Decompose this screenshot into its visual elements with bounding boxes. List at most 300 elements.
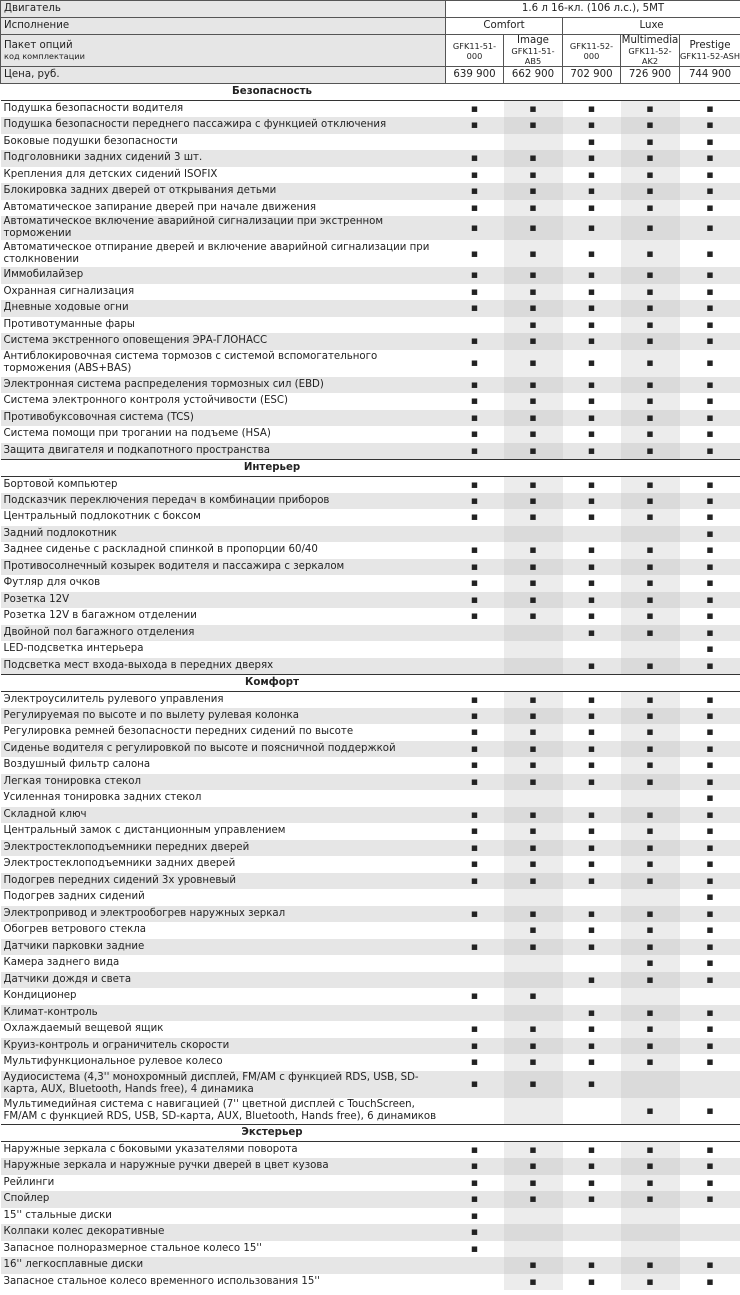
table-row — [1, 350, 740, 377]
included-mark: ▪ — [563, 592, 621, 609]
table-row — [1, 641, 740, 658]
included-mark: ▪ — [680, 708, 740, 725]
feature-label: Система помощи при трогании на подъеме (HSA) — [1, 426, 446, 443]
empty-cell — [563, 889, 621, 906]
included-mark: ▪ — [563, 823, 621, 840]
empty-cell — [563, 790, 621, 807]
section-title: Комфорт — [1, 674, 740, 691]
included-mark: ▪ — [563, 1142, 621, 1159]
feature-label: Автоматическое отпирание дверей и включение аварийной сигнализации при столкновении — [1, 240, 446, 267]
included-mark: ▪ — [563, 183, 621, 200]
included-mark: ▪ — [446, 1191, 504, 1208]
table-row — [1, 300, 740, 317]
included-mark: ▪ — [446, 939, 504, 956]
included-mark: ▪ — [621, 267, 680, 284]
engine-value: 1.6 л 16-кл. (106 л.с.), 5МТ — [446, 1, 740, 18]
included-mark: ▪ — [621, 592, 680, 609]
included-mark: ▪ — [563, 134, 621, 151]
feature-label: Датчики парковки задние — [1, 939, 446, 956]
included-mark: ▪ — [680, 1158, 740, 1175]
table-row — [1, 1098, 740, 1125]
feature-label: Подогрев передних сидений 3х уровневый — [1, 873, 446, 890]
included-mark: ▪ — [680, 823, 740, 840]
included-mark: ▪ — [621, 757, 680, 774]
included-mark: ▪ — [504, 317, 563, 334]
included-mark: ▪ — [563, 300, 621, 317]
empty-cell — [446, 1257, 504, 1274]
feature-label: Боковые подушки безопасности — [1, 134, 446, 151]
feature-label: Воздушный фильтр салона — [1, 757, 446, 774]
included-mark: ▪ — [621, 972, 680, 989]
price-label: Цена, руб. — [1, 67, 446, 84]
included-mark: ▪ — [563, 939, 621, 956]
feature-label: Обогрев ветрового стекла — [1, 922, 446, 939]
empty-cell — [446, 1098, 504, 1125]
included-mark: ▪ — [446, 333, 504, 350]
package-col-2 — [504, 35, 563, 67]
included-mark: ▪ — [446, 1021, 504, 1038]
included-mark: ▪ — [680, 443, 740, 460]
table-row — [1, 873, 740, 890]
table-row — [1, 625, 740, 642]
empty-cell — [563, 1098, 621, 1125]
included-mark: ▪ — [680, 774, 740, 791]
included-mark: ▪ — [446, 426, 504, 443]
included-mark: ▪ — [621, 240, 680, 267]
included-mark: ▪ — [680, 856, 740, 873]
included-mark: ▪ — [680, 134, 740, 151]
table-row — [1, 807, 740, 824]
empty-cell — [563, 1241, 621, 1258]
feature-label: Футляр для очков — [1, 575, 446, 592]
included-mark: ▪ — [621, 117, 680, 134]
included-mark: ▪ — [446, 575, 504, 592]
included-mark: ▪ — [621, 922, 680, 939]
included-mark: ▪ — [504, 1257, 563, 1274]
included-mark: ▪ — [680, 1054, 740, 1071]
included-mark: ▪ — [446, 267, 504, 284]
included-mark: ▪ — [563, 559, 621, 576]
empty-cell — [563, 955, 621, 972]
table-row — [1, 1158, 740, 1175]
included-mark: ▪ — [621, 1191, 680, 1208]
included-mark: ▪ — [446, 200, 504, 217]
package-name: Image — [517, 35, 549, 46]
empty-cell — [446, 922, 504, 939]
included-mark: ▪ — [621, 1038, 680, 1055]
included-mark: ▪ — [563, 691, 621, 708]
included-mark: ▪ — [446, 240, 504, 267]
included-mark: ▪ — [680, 641, 740, 658]
included-mark: ▪ — [446, 988, 504, 1005]
feature-label: Бортовой компьютер — [1, 476, 446, 493]
feature-label: Охлаждаемый вещевой ящик — [1, 1021, 446, 1038]
included-mark: ▪ — [563, 101, 621, 118]
included-mark: ▪ — [504, 1071, 563, 1098]
included-mark: ▪ — [446, 150, 504, 167]
package-sublabel: код комплектации — [4, 51, 85, 61]
included-mark: ▪ — [680, 167, 740, 184]
included-mark: ▪ — [504, 333, 563, 350]
included-mark: ▪ — [621, 955, 680, 972]
table-row — [1, 443, 740, 460]
included-mark: ▪ — [563, 1054, 621, 1071]
table-row — [1, 476, 740, 493]
included-mark: ▪ — [621, 575, 680, 592]
included-mark: ▪ — [563, 410, 621, 427]
included-mark: ▪ — [563, 658, 621, 675]
feature-label: Рейлинги — [1, 1175, 446, 1192]
empty-cell — [446, 955, 504, 972]
feature-label: Электропривод и электрообогрев наружных зеркал — [1, 906, 446, 923]
included-mark: ▪ — [680, 1274, 740, 1291]
included-mark: ▪ — [680, 393, 740, 410]
package-name: Multimedia — [621, 35, 679, 46]
table-row — [1, 741, 740, 758]
table-row — [1, 150, 740, 167]
included-mark: ▪ — [563, 856, 621, 873]
included-mark: ▪ — [504, 906, 563, 923]
feature-label: Кондиционер — [1, 988, 446, 1005]
included-mark: ▪ — [563, 117, 621, 134]
included-mark: ▪ — [621, 1175, 680, 1192]
included-mark: ▪ — [621, 410, 680, 427]
included-mark: ▪ — [621, 906, 680, 923]
included-mark: ▪ — [680, 922, 740, 939]
section-header — [1, 459, 740, 476]
table-row — [1, 167, 740, 184]
included-mark: ▪ — [621, 1274, 680, 1291]
section-title: Интерьер — [1, 459, 740, 476]
included-mark: ▪ — [563, 1021, 621, 1038]
included-mark: ▪ — [680, 658, 740, 675]
included-mark: ▪ — [621, 333, 680, 350]
version-row — [1, 18, 740, 35]
included-mark: ▪ — [680, 476, 740, 493]
included-mark: ▪ — [504, 509, 563, 526]
included-mark: ▪ — [446, 1158, 504, 1175]
table-row — [1, 240, 740, 267]
included-mark: ▪ — [504, 873, 563, 890]
table-row — [1, 393, 740, 410]
included-mark: ▪ — [446, 807, 504, 824]
table-row — [1, 988, 740, 1005]
included-mark: ▪ — [504, 426, 563, 443]
included-mark: ▪ — [504, 774, 563, 791]
included-mark: ▪ — [680, 724, 740, 741]
empty-cell — [621, 1208, 680, 1225]
feature-label: Аудиосистема (4,3'' монохромный дисплей, FM/AM с функцией RDS, USB, SD-карта, AUX, Bluetooth, Hands free), 4 динамика — [1, 1071, 446, 1098]
table-row — [1, 183, 740, 200]
included-mark: ▪ — [621, 559, 680, 576]
included-mark: ▪ — [563, 1257, 621, 1274]
feature-label: 16'' легкосплавные диски — [1, 1257, 446, 1274]
included-mark: ▪ — [621, 1158, 680, 1175]
included-mark: ▪ — [621, 150, 680, 167]
empty-cell — [446, 972, 504, 989]
section-header — [1, 674, 740, 691]
included-mark: ▪ — [680, 559, 740, 576]
included-mark: ▪ — [680, 410, 740, 427]
included-mark: ▪ — [621, 658, 680, 675]
table-row — [1, 1257, 740, 1274]
included-mark: ▪ — [504, 575, 563, 592]
feature-label: Подушка безопасности переднего пассажира с функцией отключения — [1, 117, 446, 134]
included-mark: ▪ — [680, 183, 740, 200]
included-mark: ▪ — [563, 284, 621, 301]
included-mark: ▪ — [563, 493, 621, 510]
table-row — [1, 939, 740, 956]
included-mark: ▪ — [504, 988, 563, 1005]
feature-label: 15'' стальные диски — [1, 1208, 446, 1225]
included-mark: ▪ — [680, 300, 740, 317]
table-row — [1, 101, 740, 118]
empty-cell — [446, 1005, 504, 1022]
section-header — [1, 84, 740, 101]
included-mark: ▪ — [504, 476, 563, 493]
included-mark: ▪ — [680, 1038, 740, 1055]
included-mark: ▪ — [504, 1158, 563, 1175]
included-mark: ▪ — [446, 393, 504, 410]
included-mark: ▪ — [621, 426, 680, 443]
version-comfort: Comfort — [446, 18, 563, 35]
included-mark: ▪ — [563, 393, 621, 410]
table-row — [1, 200, 740, 217]
included-mark: ▪ — [621, 608, 680, 625]
table-row — [1, 1208, 740, 1225]
table-row — [1, 117, 740, 134]
included-mark: ▪ — [680, 317, 740, 334]
included-mark: ▪ — [446, 377, 504, 394]
table-row — [1, 1224, 740, 1241]
table-row — [1, 790, 740, 807]
feature-label: Защита двигателя и подкапотного пространства — [1, 443, 446, 460]
included-mark: ▪ — [563, 150, 621, 167]
included-mark: ▪ — [504, 200, 563, 217]
package-code: GFK11-52-AK2 — [628, 46, 672, 66]
included-mark: ▪ — [563, 757, 621, 774]
package-label: Пакет опций — [4, 40, 73, 51]
package-col-4 — [621, 35, 680, 67]
included-mark: ▪ — [504, 559, 563, 576]
feature-label: Система электронного контроля устойчивости (ESC) — [1, 393, 446, 410]
empty-cell — [446, 790, 504, 807]
package-row — [1, 35, 740, 67]
empty-cell — [504, 790, 563, 807]
feature-label: Противотуманные фары — [1, 317, 446, 334]
included-mark: ▪ — [563, 216, 621, 240]
included-mark: ▪ — [680, 1257, 740, 1274]
included-mark: ▪ — [504, 757, 563, 774]
included-mark: ▪ — [446, 1142, 504, 1159]
included-mark: ▪ — [680, 972, 740, 989]
empty-cell — [446, 134, 504, 151]
feature-label: Складной ключ — [1, 807, 446, 824]
empty-cell — [446, 658, 504, 675]
included-mark: ▪ — [563, 1274, 621, 1291]
included-mark: ▪ — [563, 625, 621, 642]
table-row — [1, 922, 740, 939]
included-mark: ▪ — [621, 300, 680, 317]
feature-label: Датчики дождя и света — [1, 972, 446, 989]
included-mark: ▪ — [563, 972, 621, 989]
included-mark: ▪ — [563, 542, 621, 559]
included-mark: ▪ — [446, 443, 504, 460]
included-mark: ▪ — [563, 708, 621, 725]
included-mark: ▪ — [504, 1191, 563, 1208]
empty-cell — [504, 134, 563, 151]
empty-cell — [504, 955, 563, 972]
included-mark: ▪ — [446, 167, 504, 184]
feature-label: Подсветка мест входа-выхода в передних дверях — [1, 658, 446, 675]
included-mark: ▪ — [563, 1175, 621, 1192]
table-row — [1, 724, 740, 741]
table-row — [1, 972, 740, 989]
feature-label: Двойной пол багажного отделения — [1, 625, 446, 642]
included-mark: ▪ — [446, 1071, 504, 1098]
included-mark: ▪ — [621, 377, 680, 394]
empty-cell — [621, 641, 680, 658]
included-mark: ▪ — [680, 509, 740, 526]
included-mark: ▪ — [621, 167, 680, 184]
package-col-3 — [563, 35, 621, 67]
included-mark: ▪ — [504, 393, 563, 410]
included-mark: ▪ — [563, 267, 621, 284]
feature-label: Электроусилитель рулевого управления — [1, 691, 446, 708]
included-mark: ▪ — [621, 134, 680, 151]
included-mark: ▪ — [680, 216, 740, 240]
table-row — [1, 317, 740, 334]
included-mark: ▪ — [563, 1005, 621, 1022]
table-row — [1, 267, 740, 284]
table-row — [1, 426, 740, 443]
feature-label: Усиленная тонировка задних стекол — [1, 790, 446, 807]
feature-label: Наружные зеркала и наружные ручки дверей в цвет кузова — [1, 1158, 446, 1175]
table-row — [1, 757, 740, 774]
empty-cell — [621, 1224, 680, 1241]
empty-cell — [621, 1241, 680, 1258]
included-mark: ▪ — [563, 906, 621, 923]
included-mark: ▪ — [446, 608, 504, 625]
included-mark: ▪ — [621, 1054, 680, 1071]
included-mark: ▪ — [504, 807, 563, 824]
included-mark: ▪ — [680, 1021, 740, 1038]
price-value: 639 900 — [446, 67, 504, 84]
package-col-5 — [680, 35, 740, 67]
included-mark: ▪ — [621, 1005, 680, 1022]
empty-cell — [504, 526, 563, 543]
included-mark: ▪ — [621, 856, 680, 873]
included-mark: ▪ — [680, 1098, 740, 1125]
included-mark: ▪ — [563, 807, 621, 824]
feature-label: Электронная система распределения тормозных сил (EBD) — [1, 377, 446, 394]
feature-label: Запасное стальное колесо временного использования 15'' — [1, 1274, 446, 1291]
table-row — [1, 377, 740, 394]
empty-cell — [446, 641, 504, 658]
feature-label: Запасное полноразмерное стальное колесо 15'' — [1, 1241, 446, 1258]
included-mark: ▪ — [504, 284, 563, 301]
included-mark: ▪ — [446, 774, 504, 791]
table-row — [1, 284, 740, 301]
included-mark: ▪ — [680, 240, 740, 267]
empty-cell — [563, 526, 621, 543]
included-mark: ▪ — [446, 350, 504, 377]
included-mark: ▪ — [504, 939, 563, 956]
table-row — [1, 410, 740, 427]
included-mark: ▪ — [621, 741, 680, 758]
included-mark: ▪ — [504, 708, 563, 725]
included-mark: ▪ — [680, 267, 740, 284]
included-mark: ▪ — [504, 840, 563, 857]
included-mark: ▪ — [563, 1038, 621, 1055]
feature-label: Розетка 12V — [1, 592, 446, 609]
included-mark: ▪ — [621, 393, 680, 410]
included-mark: ▪ — [504, 592, 563, 609]
included-mark: ▪ — [563, 240, 621, 267]
table-row — [1, 658, 740, 675]
empty-cell — [446, 526, 504, 543]
included-mark: ▪ — [680, 426, 740, 443]
included-mark: ▪ — [680, 1191, 740, 1208]
engine-label: Двигатель — [1, 1, 446, 18]
included-mark: ▪ — [563, 1071, 621, 1098]
feature-label: Сиденье водителя с регулировкой по высоте и поясничной поддержкой — [1, 741, 446, 758]
included-mark: ▪ — [446, 592, 504, 609]
included-mark: ▪ — [621, 542, 680, 559]
feature-label: Мультифункциональное рулевое колесо — [1, 1054, 446, 1071]
included-mark: ▪ — [563, 350, 621, 377]
included-mark: ▪ — [621, 284, 680, 301]
package-code: GFK11-52-ASH — [680, 51, 740, 61]
feature-label: Подушка безопасности водителя — [1, 101, 446, 118]
included-mark: ▪ — [504, 724, 563, 741]
included-mark: ▪ — [680, 955, 740, 972]
included-mark: ▪ — [621, 317, 680, 334]
included-mark: ▪ — [446, 741, 504, 758]
included-mark: ▪ — [504, 493, 563, 510]
included-mark: ▪ — [504, 443, 563, 460]
table-row — [1, 1241, 740, 1258]
feature-label: Автоматическое запирание дверей при начале движения — [1, 200, 446, 217]
feature-label: Климат-контроль — [1, 1005, 446, 1022]
included-mark: ▪ — [680, 939, 740, 956]
empty-cell — [621, 526, 680, 543]
included-mark: ▪ — [446, 410, 504, 427]
feature-label: Антиблокировочная система тормозов с системой вспомогательного торможения (ABS+BAS) — [1, 350, 446, 377]
included-mark: ▪ — [563, 476, 621, 493]
empty-cell — [621, 790, 680, 807]
included-mark: ▪ — [504, 350, 563, 377]
table-row — [1, 592, 740, 609]
included-mark: ▪ — [446, 117, 504, 134]
feature-label: Охранная сигнализация — [1, 284, 446, 301]
included-mark: ▪ — [680, 608, 740, 625]
table-row — [1, 708, 740, 725]
included-mark: ▪ — [680, 117, 740, 134]
included-mark: ▪ — [621, 873, 680, 890]
included-mark: ▪ — [621, 939, 680, 956]
included-mark: ▪ — [446, 1241, 504, 1258]
included-mark: ▪ — [504, 1054, 563, 1071]
feature-label: Электростеклоподъемники задних дверей — [1, 856, 446, 873]
included-mark: ▪ — [680, 906, 740, 923]
empty-cell — [446, 889, 504, 906]
included-mark: ▪ — [621, 1257, 680, 1274]
included-mark: ▪ — [563, 840, 621, 857]
included-mark: ▪ — [446, 757, 504, 774]
included-mark: ▪ — [504, 300, 563, 317]
package-code: GFK11-52-000 — [569, 40, 614, 61]
